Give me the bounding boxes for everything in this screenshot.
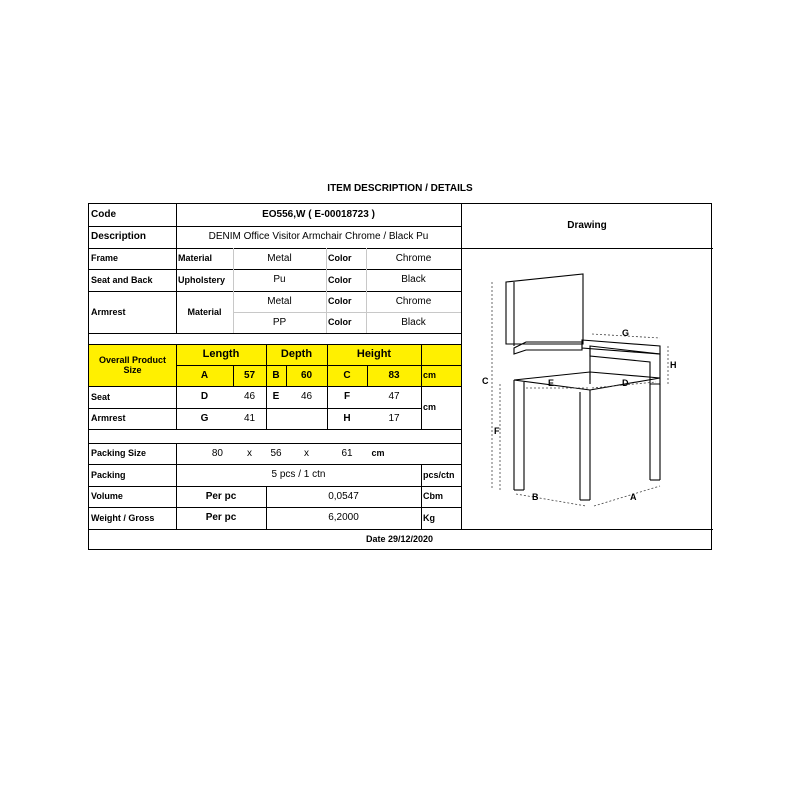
armrest-material-label: Material: [187, 306, 222, 317]
grid-line: [176, 204, 177, 333]
size-unit: cm: [421, 365, 461, 386]
packing-unit: pcs/ctn: [423, 469, 455, 480]
dim-e-value: 46: [300, 391, 313, 403]
chair-seat: [514, 372, 660, 390]
weight-label: Weight / Gross: [91, 512, 155, 523]
seat-back-upholstery-value: Pu: [273, 274, 286, 286]
volume-label: Volume: [91, 491, 123, 502]
diagram-label-b: B: [532, 492, 539, 502]
grid-line: [233, 365, 234, 386]
diagram-label-h: H: [670, 360, 677, 370]
dims-unit: cm: [423, 402, 437, 413]
armrest-material-value-2: PP: [272, 316, 287, 328]
grid-line: [89, 269, 461, 270]
seat-dims-label: Seat: [91, 391, 111, 402]
dim-d-value: 46: [243, 391, 256, 403]
packing-width: 56: [270, 447, 282, 459]
grid-line: [89, 529, 713, 530]
armrest-color-label-1: Color: [328, 296, 352, 307]
chair-backrest: [506, 274, 583, 344]
volume-per: Per pc: [205, 490, 237, 502]
drawing-label: Drawing: [567, 220, 607, 232]
armrest-label: Armrest: [91, 306, 126, 317]
code-value: EO556,W ( E-00018723 ): [262, 209, 375, 221]
packing-length: 80: [211, 447, 223, 459]
packing-x-2: x: [304, 447, 309, 459]
chair-armrest: [582, 340, 660, 354]
diagram-label-c: C: [482, 376, 489, 386]
frame-label: Frame: [91, 253, 119, 264]
grid-line: [89, 507, 461, 508]
grid-line: [326, 248, 327, 333]
frame-color-label: Color: [328, 253, 352, 264]
grid-line: [89, 408, 421, 409]
volume-unit: Cbm: [423, 491, 443, 502]
packing-value: 5 pcs / 1 ctn: [271, 469, 326, 481]
overall-size-label: Overall Product Size: [89, 344, 176, 386]
armrest-dims-label: Armrest: [91, 413, 126, 424]
diagram-label-f: F: [494, 426, 500, 436]
frame-material-label: Material: [178, 253, 213, 264]
packing-label: Packing: [91, 469, 126, 480]
packing-size-label: Packing Size: [91, 448, 147, 459]
height-header: Height: [327, 344, 421, 365]
grid-line: [266, 486, 267, 529]
packing-x-1: x: [247, 447, 252, 459]
dim-f-letter: F: [343, 391, 351, 403]
grid-line: [176, 443, 177, 529]
grid-line: [421, 344, 422, 429]
size-blank-cell: [421, 344, 461, 365]
grid-line: [89, 386, 461, 387]
dim-a-letter: A: [176, 365, 233, 386]
page-title: ITEM DESCRIPTION / DETAILS: [327, 183, 473, 194]
grid-line: [176, 344, 177, 429]
weight-unit: Kg: [423, 512, 435, 523]
depth-header: Depth: [266, 344, 327, 365]
seat-back-color-label: Color: [328, 274, 352, 285]
armrest-color-label-2: Color: [328, 317, 352, 328]
grid-line: [89, 344, 461, 345]
dim-a-value: 57: [233, 365, 266, 386]
dim-h-value: 17: [388, 412, 400, 424]
weight-value: 6,2000: [328, 512, 359, 524]
grid-line: [327, 344, 328, 429]
grid-line: [421, 464, 422, 529]
dim-h-letter: H: [343, 412, 351, 424]
seat-back-upholstery-label: Upholstery: [178, 274, 226, 285]
description-value: DENIM Office Visitor Armchair Chrome / Black Pu: [208, 231, 429, 243]
grid-line: [233, 312, 461, 313]
grid-line: [233, 248, 234, 333]
grid-line: [89, 486, 461, 487]
diagram-label-a: A: [630, 492, 637, 502]
grid-line: [89, 248, 713, 249]
weight-per: Per pc: [205, 512, 237, 524]
grid-line: [266, 344, 267, 429]
grid-line: [89, 226, 461, 227]
packing-height: 61: [341, 447, 353, 459]
description-label: Description: [91, 231, 147, 243]
date-footer: Date 29/12/2020: [365, 533, 434, 544]
length-header: Length: [176, 344, 266, 365]
frame-color-value: Chrome: [395, 252, 432, 264]
diagram-label-e: E: [548, 378, 555, 388]
grid-line: [367, 365, 368, 386]
dim-c-letter: C: [327, 365, 367, 386]
armrest-color-value-2: Black: [401, 316, 426, 328]
grid-line: [89, 333, 461, 334]
code-label: Code: [91, 209, 116, 221]
dim-f-value: 47: [388, 391, 400, 403]
grid-line: [89, 464, 461, 465]
dim-c-value: 83: [367, 365, 421, 386]
dim-e-letter: E: [272, 391, 280, 403]
frame-material-value: Metal: [267, 252, 292, 264]
dim-b-letter: B: [266, 365, 286, 386]
armrest-color-value-1: Chrome: [395, 295, 432, 307]
diagram-label-g: G: [622, 328, 630, 338]
volume-value: 0,0547: [328, 490, 359, 502]
armrest-material-value-1: Metal: [267, 295, 292, 307]
grid-line: [89, 291, 461, 292]
diagram-label-d: D: [622, 378, 629, 388]
dim-d-letter: D: [200, 391, 209, 403]
dim-b-value: 60: [286, 365, 327, 386]
seat-back-color-value: Black: [401, 274, 426, 286]
grid-line: [366, 248, 367, 333]
dim-g-letter: G: [200, 412, 209, 424]
chair-drawing: [460, 254, 712, 516]
grid-line: [89, 443, 461, 444]
grid-line: [176, 365, 461, 366]
grid-line: [286, 365, 287, 386]
grid-line: [89, 429, 461, 430]
packing-size-unit: cm: [371, 448, 385, 459]
seat-back-label: Seat and Back: [91, 274, 153, 285]
dim-g-value: 41: [243, 412, 256, 424]
